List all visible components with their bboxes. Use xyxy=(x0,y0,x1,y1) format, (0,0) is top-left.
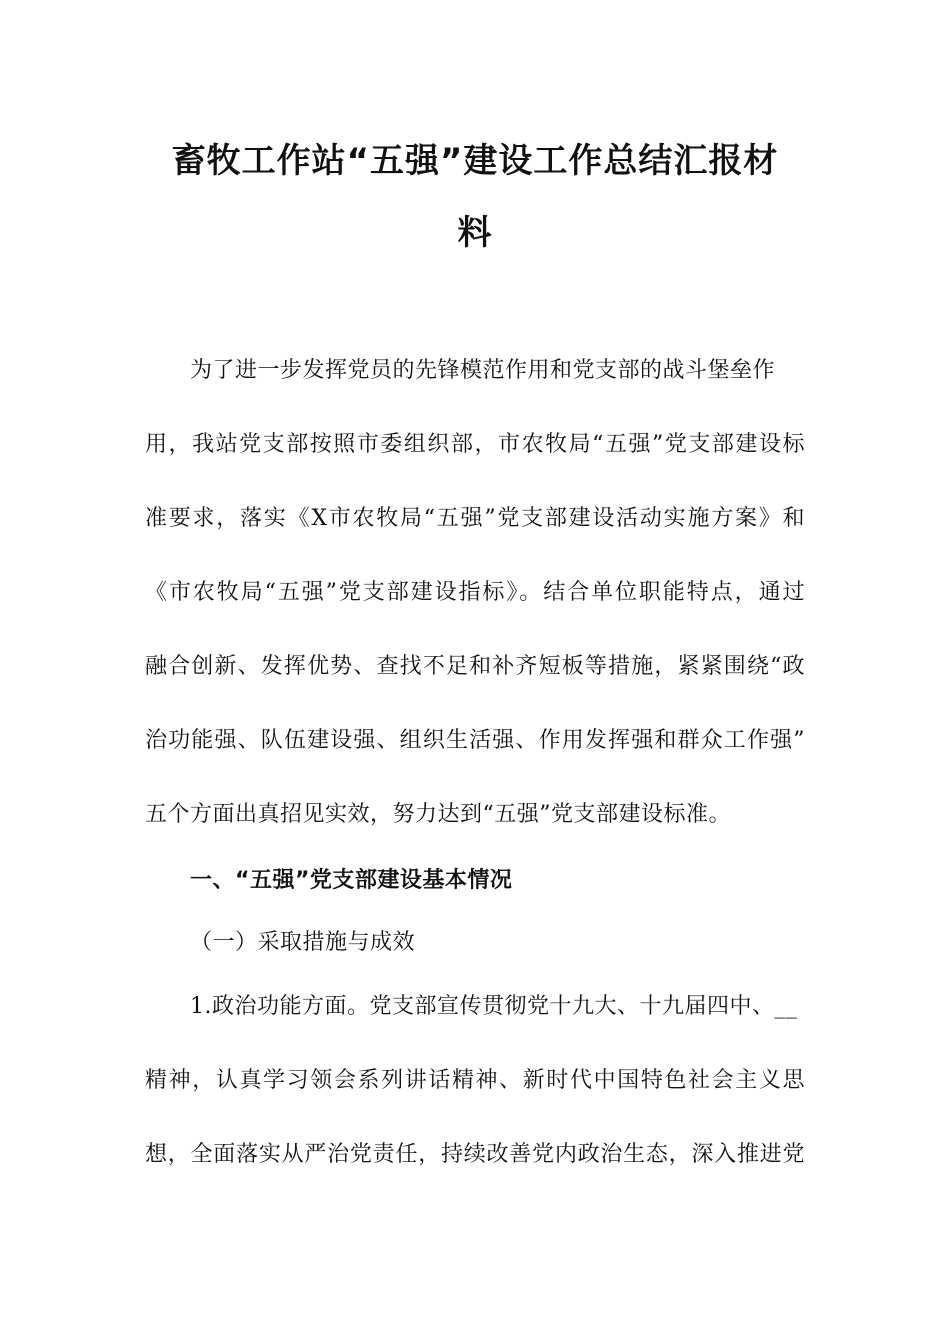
paragraph-line: 融合创新、发挥优势、查找不足和补齐短板等措施，紧紧围绕“政 xyxy=(145,654,805,679)
paragraph-line: 《市农牧局“五强”党支部建设指标》。结合单位职能特点，通过 xyxy=(145,580,805,605)
paragraph-line: 用，我站党支部按照市委组织部，市农牧局“五强”党支部建设标 xyxy=(145,432,805,457)
paragraph-line: 想，全面落实从严治党责任，持续改善党内政治生态，深入推进党 xyxy=(145,1142,805,1167)
section-heading: 一、“五强”党支部建设基本情况 xyxy=(190,868,513,893)
document-title-line-1: 畜牧工作站“五强”建设工作总结汇报材 xyxy=(171,141,779,181)
document-title-line-2: 料 xyxy=(457,213,493,253)
paragraph-line: 治功能强、队伍建设强、组织生活强、作用发挥强和群众工作强” xyxy=(145,728,805,753)
paragraph-line: 五个方面出真招见实效，努力达到“五强”党支部建设标准。 xyxy=(145,802,731,827)
paragraph-line: 1.政治功能方面。党支部宣传贯彻党十九大、十九届四中、__ xyxy=(190,994,798,1019)
paragraph-line: 精神，认真学习领会系列讲话精神、新时代中国特色社会主义思 xyxy=(145,1068,805,1093)
subsection-heading: （一）采取措施与成效 xyxy=(190,930,416,955)
paragraph-line: 为了进一步发挥党员的先锋模范作用和党支部的战斗堡垒作 xyxy=(190,358,776,383)
paragraph-line: 准要求，落实《X市农牧局“五强”党支部建设活动实施方案》和 xyxy=(145,506,805,531)
